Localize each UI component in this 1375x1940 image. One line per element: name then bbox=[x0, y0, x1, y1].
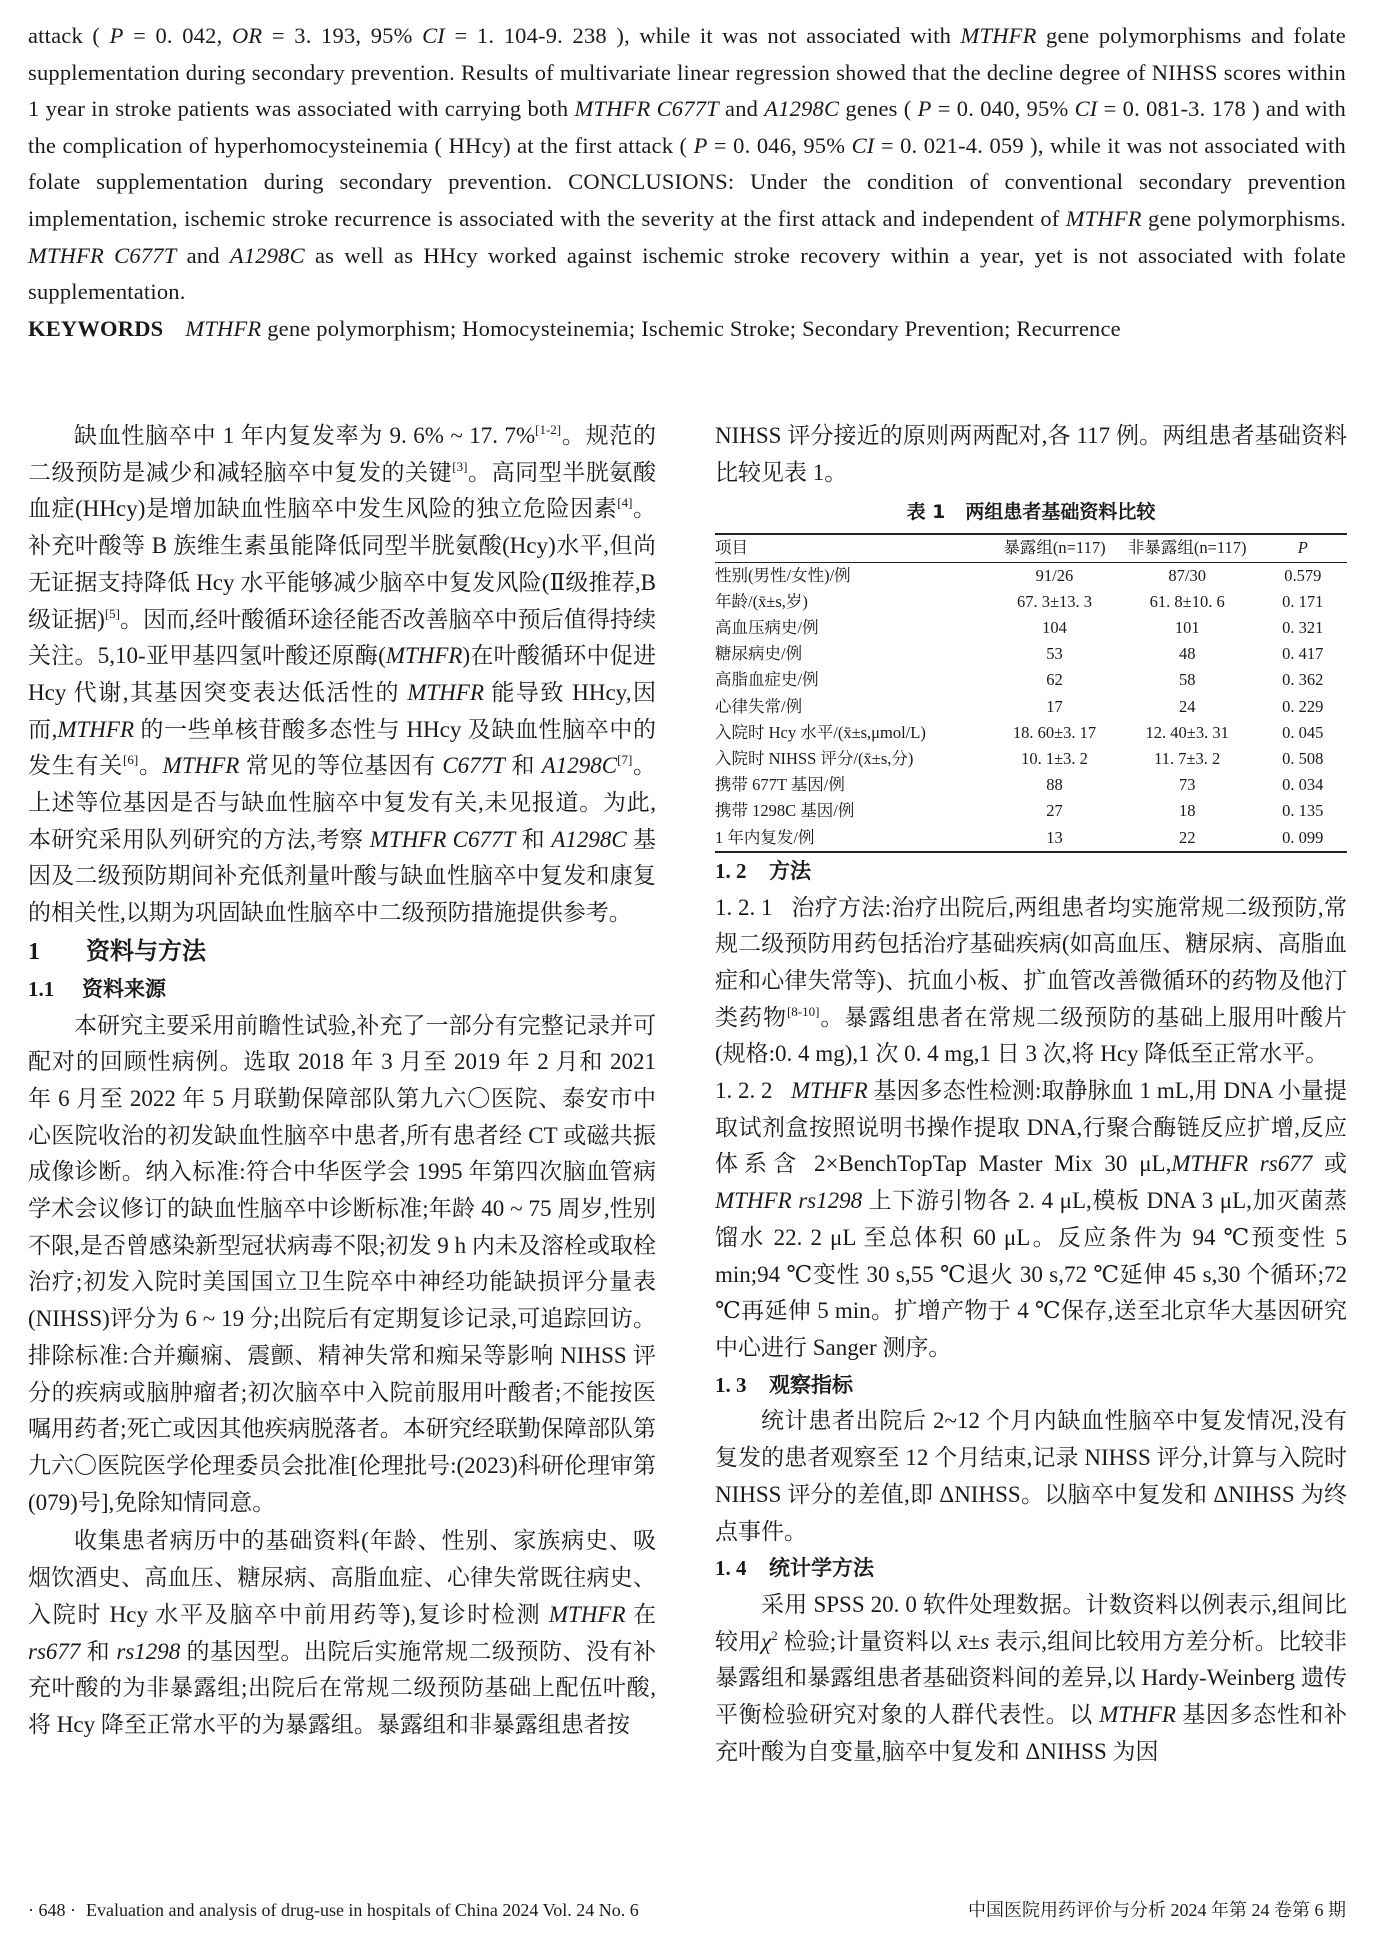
text-run: 上下游引物各 2. 4 μL,模板 DNA 3 μL,加灭菌蒸馏水 22. 2 μL 至总体积 60 μL。反应条件为 94 ℃预变性 5 min;94 ℃变性 30 s,55 ℃退火 30 s,72 ℃延伸 45 s,30 个循环;72 ℃再延伸 5 min。扩增产物于 4 ℃保存,送至北京华大基因研究中心进行 Sanger 测序。 bbox=[715, 1188, 1347, 1360]
cell-nonexposed: 58 bbox=[1178, 670, 1196, 690]
section-number: 1 bbox=[28, 938, 40, 965]
cell-nonexposed: 18 bbox=[1178, 801, 1196, 821]
treatment-text-cont: 。暴露组患者在常规二级预防的基础上服用叶酸片(规格:0. 4 mg),1 次 0. 4 mg,1 日 3 次,将 Hcy 降低至正常水平。 bbox=[715, 1004, 1348, 1067]
keywords-label: KEYWORDS bbox=[28, 315, 164, 341]
table-row bbox=[715, 694, 1347, 720]
text-run: = 0. 021-4. 059 ), while it was not associated with folate supplementation during secondary prevention. CONCLUSIONS: Under the condition of conventional secondary prevention implementation, ischemic stroke recurrence is associated with the severity at the first attack and independent of bbox=[28, 132, 1346, 231]
cell-p: 0. 508 bbox=[1282, 749, 1324, 769]
table-row bbox=[715, 798, 1347, 824]
cell-nonexposed: 12. 40±3. 31 bbox=[1145, 722, 1229, 742]
cell-item: 1 年内复发/例 bbox=[715, 827, 815, 847]
text-run: 收集患者病历中的基础资料(年龄、性别、家族病史、吸烟饮酒史、高血压、糖尿病、高脂血症、心律失常既往病史、入院时 Hcy 水平及脑卒中前用药等),复诊时检测 bbox=[28, 1528, 656, 1627]
text-run: )在叶酸循环中促进 Hcy 代谢,其基因突变表达低活性的 bbox=[28, 643, 656, 705]
cell-exposed: 104 bbox=[1042, 618, 1067, 638]
cell-exposed: 67. 3±13. 3 bbox=[1016, 591, 1092, 611]
intro-paragraph bbox=[28, 418, 656, 932]
italic-term: MTHFR rs677 bbox=[1171, 1151, 1313, 1177]
cell-p: 0. 417 bbox=[1282, 644, 1324, 664]
right-column bbox=[715, 418, 1347, 1770]
cell-p: 0. 321 bbox=[1282, 618, 1324, 638]
text-run: 缺血性脑卒中 1 年内复发率为 9. 6% ~ 17. 7% bbox=[74, 423, 536, 448]
cell-item: 入院时 Hcy 水平/(x̄±s,μmol/L) bbox=[715, 722, 926, 742]
italic-term: CI bbox=[1074, 96, 1098, 122]
cell-p: 0. 034 bbox=[1282, 775, 1324, 795]
text-run: and bbox=[718, 96, 765, 122]
cell-exposed: 10. 1±3. 2 bbox=[1021, 749, 1088, 769]
page-number: · 648 · bbox=[28, 1900, 76, 1920]
subsection-number: 1. 2. 1 bbox=[715, 894, 773, 920]
source-paragraph bbox=[28, 1008, 656, 1522]
citation: [6] bbox=[123, 752, 139, 768]
italic-term: CI bbox=[422, 23, 445, 48]
italic-term: MTHFR bbox=[1099, 1702, 1176, 1728]
cell-item: 糖尿病史/例 bbox=[715, 644, 803, 664]
table-row bbox=[715, 589, 1347, 615]
collect-paragraph bbox=[28, 1523, 656, 1743]
text-run: 和 bbox=[504, 753, 542, 779]
cell-p: 0.579 bbox=[1284, 565, 1322, 585]
table-row bbox=[715, 825, 1347, 852]
section-heading-1-2 bbox=[715, 853, 1347, 890]
left-column bbox=[28, 418, 656, 1744]
text-run: 。 bbox=[138, 753, 163, 779]
table-row bbox=[715, 746, 1347, 772]
text-run: as well as HHcy worked against ischemic stroke recovery within a year, yet is not associated with folate supplementation. bbox=[28, 242, 1346, 305]
section-number: 1. 4 bbox=[715, 1556, 747, 1581]
text-run: = 1. 104-9. 238 ), while it was not associated with bbox=[445, 23, 961, 48]
baseline-table bbox=[715, 533, 1347, 852]
text-run: 和 bbox=[515, 826, 552, 852]
cell-exposed: 62 bbox=[1046, 670, 1063, 690]
italic-term: P bbox=[693, 132, 708, 158]
keywords-line bbox=[28, 311, 1346, 348]
table-caption bbox=[715, 497, 1347, 527]
cell-nonexposed: 87/30 bbox=[1168, 565, 1206, 585]
header-p: P bbox=[1297, 538, 1308, 558]
cell-exposed: 17 bbox=[1046, 696, 1063, 716]
cell-nonexposed: 101 bbox=[1174, 618, 1200, 638]
text-run: 本研究主要采用前瞻性试验,补充了一部分有完整记录并可配对的回顾性病例。选取 2018 年 3 月至 2019 年 2 月和 2021 年 6 月至 2022 年 5 月联勤保障部队第九六〇医院、泰安市中心医院收治的初发缺血性脑卒中患者,所有患者经 CT 或磁共振成像诊断。纳入标准:符合中华医学会 1995 年第四次脑血管病学术会议修订的缺血性脑卒中诊断标准;年龄 40 ~ 75 周岁,性别不限,是否曾感染新型冠状病毒不限;初发 9 h 内未及溶栓或取栓治疗;初发入院时美国国立卫生院卒中神经功能缺损评分量表(NIHSS)评分为 6 ~ 19 分;出院后有定期复诊记录,可追踪回访。排除标准:合并癫痫、震颤、精神失常和痴呆等影响 NIHSS 评分的疾病或脑肿瘤者;初次脑卒中入院前服用叶酸者;不能按医嘱用药者;死亡或因其他疾病脱落者。本研究经联勤保障部队第九六〇医院医学伦理委员会批准[伦理批号:(2023)科研伦理审第(079)号],免除知情同意。 bbox=[28, 1012, 656, 1515]
genotyping-text bbox=[715, 1078, 1347, 1360]
italic-term: A1298C bbox=[229, 242, 305, 268]
text-run: 基因多态性检测:取静脉血 1 mL,用 DNA 小量提取试剂盒按照说明书操作提取 DNA,行聚合酶链反应扩增,反应体系含 2×BenchTopTap Master Mix 30 μL, bbox=[715, 1078, 1347, 1177]
text-run: 。因而,经叶酸循环途径能否改善脑卒中预后值得持续关注。5,10-亚甲基四氢叶酸还原酶( bbox=[28, 606, 656, 669]
text-run: 采用 SPSS 20. 0 软件处理数据。计数资料以例表示,组间比较用 bbox=[715, 1591, 1347, 1654]
text-run: gene polymorphisms. bbox=[1141, 205, 1346, 231]
text-run: 检验;计量资料以 bbox=[777, 1628, 958, 1654]
cell-nonexposed: 11. 7±3. 2 bbox=[1154, 749, 1221, 769]
citation: [8-10] bbox=[786, 1003, 820, 1019]
italic-term: A1298C bbox=[551, 826, 627, 852]
section-heading-1-3 bbox=[715, 1367, 1347, 1404]
text-run: 。规范的二级预防是减少和减轻脑卒中复发的关键 bbox=[28, 423, 657, 485]
table-row bbox=[715, 562, 1347, 589]
table-row bbox=[715, 772, 1347, 798]
cell-p: 0. 229 bbox=[1282, 696, 1324, 716]
text-run: 在 bbox=[625, 1601, 657, 1627]
section-title: 资料来源 bbox=[82, 976, 166, 1001]
text-run: 和 bbox=[80, 1638, 117, 1664]
text-run: 。高同型半胱氨酸血症(HHcy)是增加缺血性脑卒中发生风险的独立危险因素 bbox=[28, 459, 656, 522]
cell-item: 携带 1298C 基因/例 bbox=[715, 801, 855, 821]
text-run: gene polymorphisms and folate supplementation during secondary prevention. Results of multivariate linear regression showed that the decline degree of NIHSS scores within 1 year in stroke patients was associated with carrying both bbox=[28, 23, 1346, 122]
text-run: 。补充叶酸等 B 族维生素虽能降低同型半胱氨酸(Hcy)水平,但尚无证据支持降低 Hcy 水平能够减少脑卒中复发风险(Ⅱ级推荐,B 级证据) bbox=[28, 496, 657, 632]
text-run: 的基因型。出院后实施常规二级预防、没有补充叶酸的为非暴露组;出院后在常规二级预防基础上配伍叶酸,将 Hcy 降至正常水平的为暴露组。暴露组和非暴露组患者按 bbox=[28, 1638, 657, 1737]
italic-term: MTHFR bbox=[57, 716, 135, 742]
italic-term: MTHFR bbox=[185, 315, 262, 341]
italic-term: x̄±s bbox=[957, 1628, 990, 1654]
text-run: 基因及二级预防期间补充低剂量叶酸与缺血性脑卒中复发和康复的相关性,以期为巩固缺血性脑卒中二级预防措施提供参考。 bbox=[28, 826, 657, 926]
treatment-text: 治疗方法:治疗出院后,两组患者均实施常规二级预防,常规二级预防用药包括治疗基础疾病(如高血压、糖尿病、高脂血症和心律失常等)、抗血小板、扩血管改善微循环的药物及他汀类药物 bbox=[715, 894, 1347, 1030]
italic-term: MTHFR bbox=[407, 679, 485, 705]
section-number: 1.1 bbox=[28, 976, 55, 1001]
section-title: 观察指标 bbox=[769, 1372, 853, 1397]
italic-term: P bbox=[109, 23, 124, 48]
cell-nonexposed: 24 bbox=[1178, 696, 1196, 716]
text-run: 表示,组间比较用方差分析。比较非暴露组和暴露组患者基础资料间的差异,以 Hardy-Weinberg 遗传平衡检验研究对象的人群代表性。以 bbox=[715, 1628, 1347, 1728]
text-run: attack ( bbox=[28, 23, 110, 48]
section-heading-1 bbox=[28, 932, 656, 971]
footer-left bbox=[28, 1898, 639, 1922]
text-run: 能导致 HHcy,因而, bbox=[28, 679, 656, 742]
text-run: 常见的等位基因有 bbox=[239, 753, 443, 779]
italic-term: MTHFR bbox=[960, 23, 1037, 48]
italic-term: OR bbox=[231, 23, 263, 48]
italic-term: MTHFR C677T bbox=[28, 242, 177, 268]
italic-term: CI bbox=[851, 132, 875, 158]
cell-exposed: 13 bbox=[1046, 827, 1063, 847]
italic-term: C677T bbox=[442, 753, 505, 779]
cell-nonexposed: 61. 8±10. 6 bbox=[1149, 591, 1225, 611]
observation-paragraph: 统计患者出院后 2~12 个月内缺血性脑卒中复发情况,没有复发的患者观察至 12 个月结束,记录 NIHSS 评分,计算与入院时 NIHSS 评分的差值,即 ΔNIHSS。以脑卒中复发和 ΔNIHSS 为终点事件。 bbox=[715, 1408, 1347, 1544]
text-run: = 0. 081-3. 178 ) and with the complication of hyperhomocysteinemia ( HHcy) at the first attack ( bbox=[28, 96, 1346, 158]
italic-term: χ bbox=[761, 1628, 772, 1654]
italic-term: MTHFR bbox=[385, 643, 463, 669]
text-run: = 0. 046, 95% bbox=[707, 132, 852, 158]
abstract-body bbox=[28, 18, 1346, 311]
text-run: = 0. 040, 95% bbox=[931, 96, 1075, 122]
pairing-paragraph: NIHSS 评分接近的原则两两配对,各 117 例。两组患者基础资料比较见表 1。 bbox=[715, 423, 1347, 485]
text-run: and bbox=[176, 242, 230, 268]
section-title: 方法 bbox=[769, 858, 811, 883]
italic-term: MTHFR bbox=[791, 1078, 868, 1104]
section-number: 1. 2 bbox=[715, 858, 747, 883]
citation: [3] bbox=[452, 458, 468, 474]
cell-exposed: 91/26 bbox=[1035, 565, 1074, 585]
citation: [1-2] bbox=[535, 422, 562, 437]
cell-nonexposed: 22 bbox=[1178, 827, 1196, 847]
section-number: 1. 3 bbox=[715, 1372, 747, 1397]
cell-p: 0. 099 bbox=[1282, 827, 1324, 847]
header-nonexposed: 非暴露组(n=117) bbox=[1127, 538, 1247, 558]
table-title: 两组患者基础资料比较 bbox=[965, 501, 1156, 524]
cell-exposed: 18. 60±3. 17 bbox=[1012, 722, 1097, 742]
cell-p: 0. 171 bbox=[1282, 591, 1324, 611]
cell-p: 0. 362 bbox=[1282, 670, 1324, 690]
section-title: 统计学方法 bbox=[769, 1556, 874, 1581]
cell-item: 性别(男性/女性)/例 bbox=[715, 565, 851, 585]
treatment-paragraph bbox=[715, 890, 1347, 1074]
table-number: 表 1 bbox=[906, 501, 946, 524]
cell-exposed: 53 bbox=[1046, 644, 1063, 664]
text-run: 。上述等位基因是否与缺血性脑卒中复发有关,未见报道。为此,本研究采用队列研究的方法,考察 bbox=[28, 753, 657, 852]
page-footer bbox=[28, 1898, 1346, 1922]
journal-name-cn: 中国医院用药评价与分析 2024 年第 24 卷第 6 期 bbox=[968, 1900, 1346, 1920]
citation: [7] bbox=[617, 752, 633, 768]
section-heading-1-4 bbox=[715, 1550, 1347, 1587]
cell-item: 高血压病史/例 bbox=[715, 618, 819, 638]
italic-term: rs677 bbox=[28, 1638, 81, 1664]
citation: [4] bbox=[617, 495, 633, 511]
genotyping-paragraph bbox=[715, 1073, 1347, 1367]
citation: [5] bbox=[104, 605, 120, 621]
cell-p: 0. 135 bbox=[1282, 801, 1324, 821]
italic-term: rs1298 bbox=[116, 1638, 181, 1664]
text-run: 基因多态性和补充叶酸为自变量,脑卒中复发和 ΔNIHSS 为因 bbox=[715, 1702, 1348, 1764]
journal-name-en: Evaluation and analysis of drug-use in hospitals of China 2024 Vol. 24 No. 6 bbox=[86, 1900, 639, 1920]
cell-exposed: 27 bbox=[1046, 801, 1063, 821]
text-run: = 0. 042, bbox=[123, 23, 232, 48]
section-heading-1-1 bbox=[28, 971, 656, 1008]
text-run: = 3. 193, 95% bbox=[262, 23, 423, 48]
cell-p: 0. 045 bbox=[1282, 722, 1324, 742]
italic-term: MTHFR C677T bbox=[574, 96, 719, 122]
italic-term: MTHFR C677T bbox=[369, 826, 516, 852]
header-item: 项目 bbox=[715, 538, 748, 558]
cell-item: 心律失常/例 bbox=[715, 696, 803, 716]
cell-exposed: 88 bbox=[1046, 775, 1063, 795]
cell-item: 携带 677T 基因/例 bbox=[715, 775, 845, 795]
italic-term: MTHFR bbox=[548, 1601, 626, 1627]
text-run: gene polymorphism; Homocysteinemia; Ischemic Stroke; Secondary Prevention; Recurrence bbox=[261, 315, 1121, 341]
italic-term: MTHFR rs1298 bbox=[715, 1188, 863, 1214]
subsection-number: 1. 2. 2 bbox=[715, 1078, 773, 1104]
table-row bbox=[715, 720, 1347, 746]
cell-item: 高脂血症史/例 bbox=[715, 670, 819, 690]
table-row bbox=[715, 641, 1347, 667]
cell-item: 年龄/(x̄±s,岁) bbox=[715, 591, 808, 611]
keywords-list bbox=[185, 316, 1120, 341]
table-row bbox=[715, 615, 1347, 641]
table-header-row bbox=[715, 534, 1347, 562]
english-abstract bbox=[28, 18, 1346, 347]
italic-term: A1298C bbox=[541, 753, 618, 779]
cell-nonexposed: 48 bbox=[1178, 644, 1196, 664]
table-row bbox=[715, 667, 1347, 693]
text-run: 的一些单核苷酸多态性与 HHcy 及缺血性脑卒中的发生有关 bbox=[28, 716, 656, 779]
italic-term: MTHFR bbox=[1065, 205, 1142, 231]
section-title: 资料与方法 bbox=[86, 936, 206, 965]
text-run: 或 bbox=[1312, 1151, 1348, 1177]
text-run: genes ( bbox=[839, 96, 918, 122]
cell-nonexposed: 73 bbox=[1178, 775, 1196, 795]
statistics-paragraph bbox=[715, 1587, 1347, 1771]
header-exposed: 暴露组(n=117) bbox=[1003, 538, 1106, 558]
italic-term: A1298C bbox=[764, 96, 840, 122]
italic-term: P bbox=[917, 96, 932, 122]
italic-term: MTHFR bbox=[162, 753, 240, 779]
cell-item: 入院时 NIHSS 评分/(x̄±s,分) bbox=[715, 749, 914, 769]
citation: 2 bbox=[771, 1627, 778, 1643]
